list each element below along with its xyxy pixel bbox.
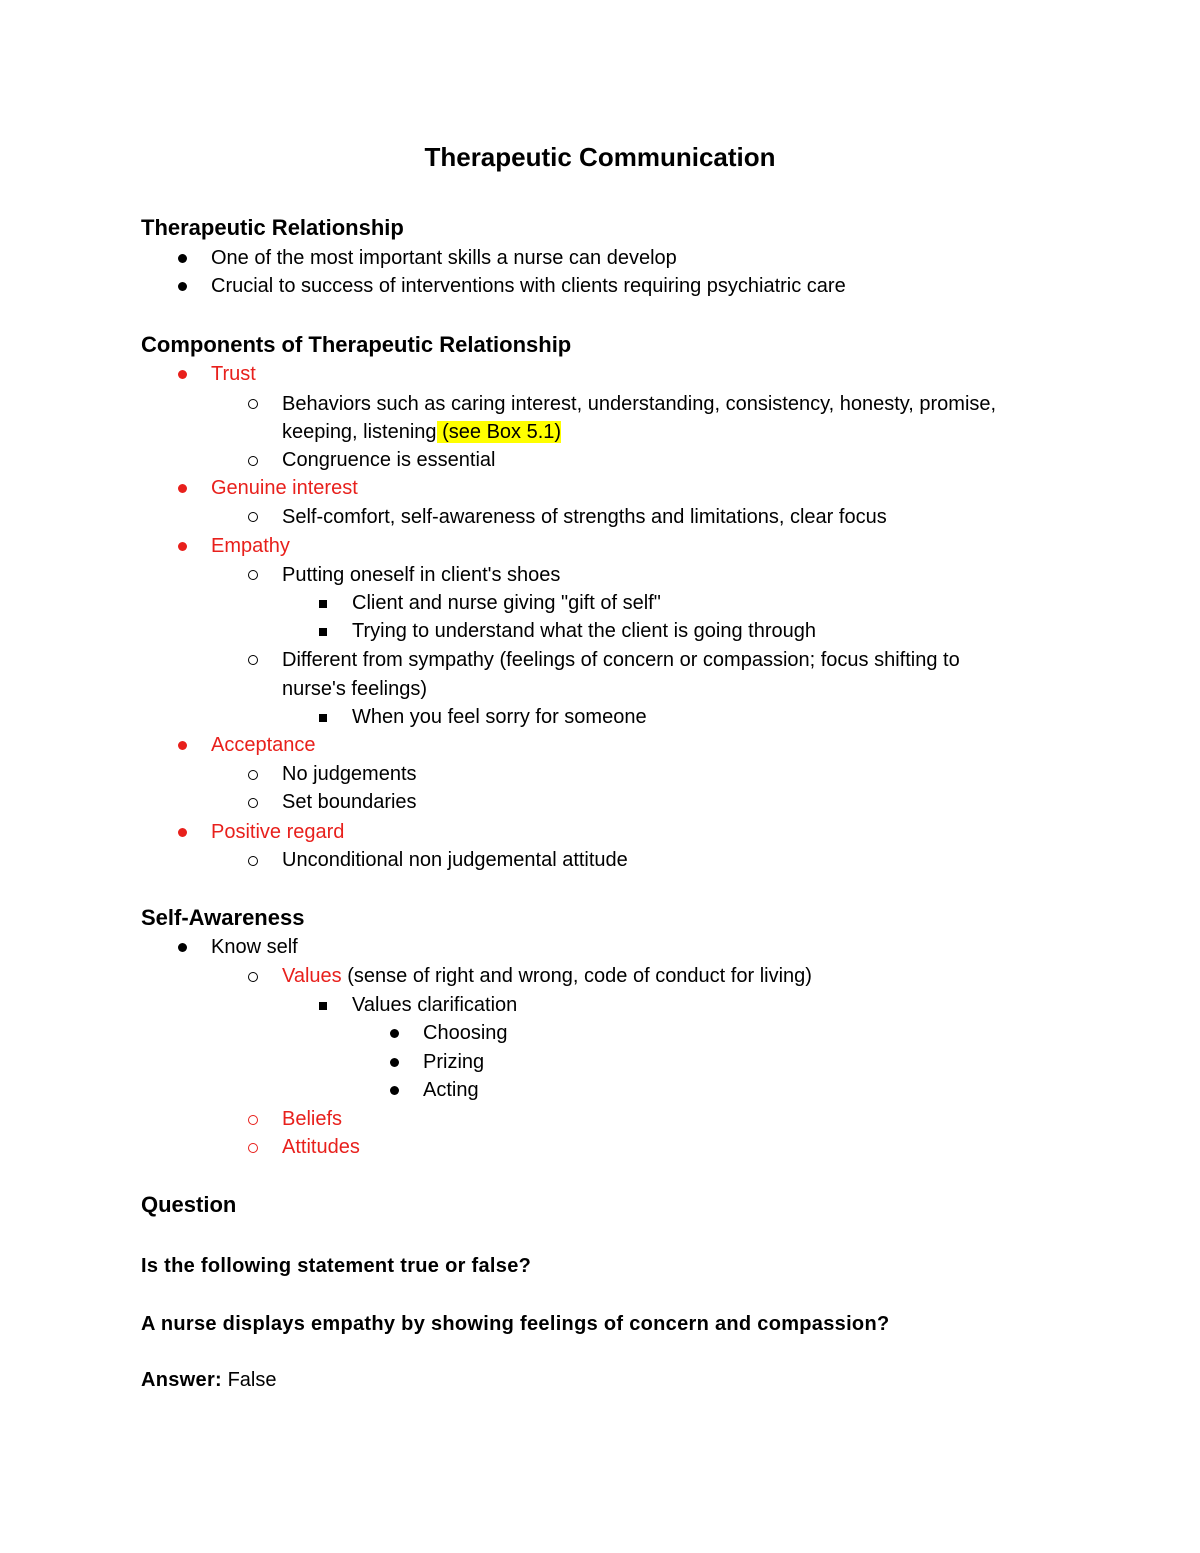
bullet-dot-icon (390, 1086, 399, 1095)
list-item: Unconditional non judgemental attitude (282, 849, 628, 871)
bullet-dot-icon (390, 1029, 399, 1038)
bullet-dot-icon (178, 943, 187, 952)
list-item: Crucial to success of interventions with clients requiring psychiatric care (211, 275, 846, 297)
bullet-dot-icon (178, 370, 187, 379)
question-statement: A nurse displays empathy by showing feelings of concern and compassion? (141, 1313, 890, 1335)
answer-label: Answer: (141, 1369, 223, 1391)
list-item: Behaviors such as caring interest, understanding, consistency, honesty, promise, (282, 393, 997, 415)
list-item-acceptance: Acceptance (211, 734, 316, 756)
list-item: Acting (423, 1079, 479, 1101)
bullet-square-icon (319, 714, 327, 722)
list-item-values (282, 962, 812, 990)
list-item-continued: nurse's feelings) (282, 678, 427, 700)
bullet-circle-icon (248, 856, 258, 866)
bullet-circle-icon (248, 512, 258, 522)
list-item: Congruence is essential (282, 449, 496, 471)
list-item: Self-comfort, self-awareness of strengths and limitations, clear focus (282, 506, 887, 528)
bullet-dot-icon (178, 484, 187, 493)
bullet-square-icon (319, 600, 327, 608)
bullet-square-icon (319, 1002, 327, 1010)
bullet-dot-icon (178, 741, 187, 750)
list-item-empathy: Empathy (211, 535, 290, 557)
list-item: Prizing (423, 1051, 485, 1073)
values-label: Values (282, 965, 342, 987)
behaviors-text: keeping, listening (282, 421, 437, 443)
question-prompt: Is the following statement true or false? (141, 1255, 532, 1277)
bullet-dot-icon (178, 542, 187, 551)
list-item: Choosing (423, 1022, 508, 1044)
list-item: Trying to understand what the client is going through (352, 620, 816, 642)
bullet-circle-icon (248, 456, 258, 466)
list-item: Putting oneself in client's shoes (282, 564, 561, 586)
list-item: Know self (211, 936, 298, 958)
list-item-beliefs: Beliefs (282, 1108, 343, 1130)
heading-question: Question (141, 1192, 237, 1217)
highlighted-reference: (see Box 5.1) (436, 421, 562, 443)
list-item: One of the most important skills a nurse can develop (211, 247, 677, 269)
bullet-dot-icon (178, 282, 187, 291)
answer-line (141, 1366, 276, 1394)
list-item: Values clarification (352, 994, 518, 1016)
bullet-dot-icon (390, 1058, 399, 1067)
bullet-dot-icon (178, 828, 187, 837)
bullet-circle-icon (248, 972, 258, 982)
answer-value: False (222, 1369, 277, 1391)
bullet-dot-icon (178, 254, 187, 263)
page-title: Therapeutic Communication (424, 142, 776, 172)
bullet-circle-icon (248, 798, 258, 808)
list-item: Set boundaries (282, 791, 417, 813)
bullet-circle-icon (248, 655, 258, 665)
list-item-continued (282, 418, 561, 446)
bullet-circle-icon (248, 770, 258, 780)
bullet-circle-icon (248, 570, 258, 580)
bullet-circle-icon (248, 1143, 258, 1153)
list-item: No judgements (282, 763, 417, 785)
list-item: Different from sympathy (feelings of concern or compassion; focus shifting to (282, 649, 960, 671)
bullet-square-icon (319, 628, 327, 636)
bullet-circle-icon (248, 399, 258, 409)
heading-therapeutic-relationship: Therapeutic Relationship (141, 215, 404, 240)
list-item-attitudes: Attitudes (282, 1136, 360, 1158)
list-item-genuine-interest: Genuine interest (211, 477, 358, 499)
list-item-trust: Trust (211, 363, 256, 385)
values-definition: (sense of right and wrong, code of conduct for living) (341, 965, 812, 987)
bullet-circle-icon (248, 1115, 258, 1125)
heading-components: Components of Therapeutic Relationship (141, 332, 572, 357)
heading-self-awareness: Self-Awareness (141, 905, 305, 930)
list-item: Client and nurse giving "gift of self" (352, 592, 661, 614)
list-item-positive-regard: Positive regard (211, 821, 345, 843)
list-item: When you feel sorry for someone (352, 706, 647, 728)
